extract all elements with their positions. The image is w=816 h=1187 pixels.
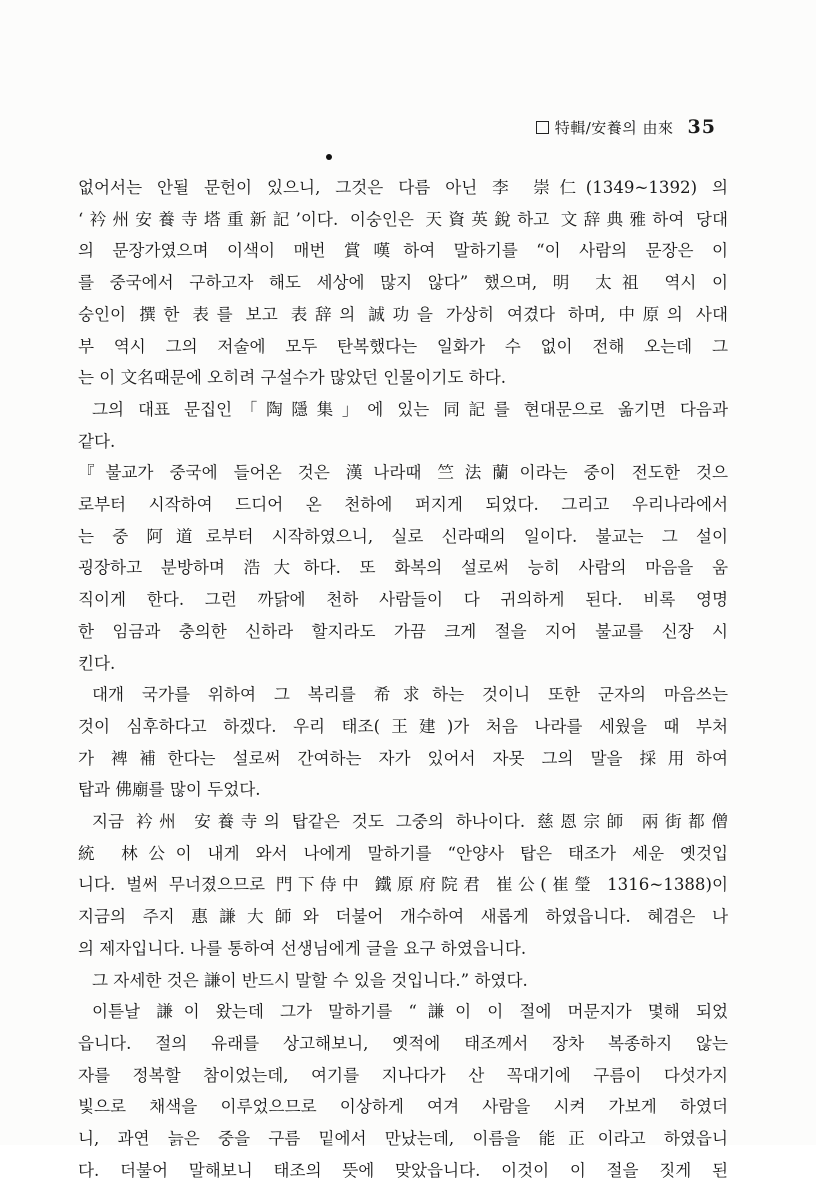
text-line: 부 역시 그의 저술에 모두 탄복했다는 일화가 수 없이 전해 오는데 그 (78, 336, 728, 356)
body-text (78, 172, 728, 1187)
text-line: 탑과 佛廟를 많이 두었다. (78, 780, 261, 800)
text-line: 직이게 한다. 그런 까닭에 천하 사람들이 다 귀의하게 된다. 비록 영명 (78, 590, 728, 610)
text-line: 그 자세한 것은 謙이 반드시 말할 수 있을 것입니다.” 하였다. (92, 970, 528, 990)
text-line: 의 제자입니다. 나를 통하여 선생님에게 글을 요구 하였읍니다. (78, 938, 527, 958)
text-line: 것이 심후하다고 하겠다. 우리 태조(王建)가 처음 나라를 세웠을 때 부처 (78, 716, 728, 736)
text-line: 다. 더불어 말해보니 태조의 뜻에 맞았읍니다. 이것이 이 절을 짓게 된 (78, 1160, 728, 1180)
text-line: 를 중국에서 구하고자 해도 세상에 많지 않다” 했으며, 明 太祖 역시 이 (78, 273, 728, 293)
text-line: 한 임금과 충의한 신하라 할지라도 가끔 크게 절을 지어 불교를 신장 시 (78, 621, 728, 641)
text-line: 니, 과연 늙은 중을 구름 밑에서 만났는데, 이름을 能正이라고 하였읍니 (78, 1129, 728, 1149)
text-line: 읍니다. 절의 유래를 상고해보니, 옛적에 태조께서 장차 복종하지 않는 (78, 1033, 728, 1053)
text-line: 빛으로 채색을 이루었으므로 이상하게 여겨 사람을 시켜 가보게 하였더 (78, 1097, 728, 1117)
text-line: 의 문장가였으며 이색이 매번 賞嘆하여 말하기를 “이 사람의 문장은 이 (78, 241, 728, 261)
text-line: 숭인이 撰한 表를 보고 表辞의 誠功을 가상히 여겼다 하며, 中原의 사대 (78, 304, 728, 324)
text-line: 지금의 주지 惠謙大師와 더불어 개수하여 새롭게 하였읍니다. 혜겸은 나 (78, 907, 728, 927)
text-line: 는 이 文名때문에 오히려 구설수가 많았던 인물이기도 하다. (78, 368, 507, 388)
bullet-dot-icon (326, 154, 332, 160)
running-header (440, 112, 716, 142)
section-title-text: 特輯/安養의 由來 (554, 118, 674, 137)
text-line: 굉장하고 분방하며 浩大하다. 또 화복의 설로써 능히 사람의 마음을 움 (78, 558, 728, 578)
text-line: 가 裨補한다는 설로써 간여하는 자가 있어서 자못 그의 말을 採用하여 (78, 748, 728, 768)
text-line: 로부터 시작하여 드디어 온 천하에 퍼지게 되었다. 그리고 우리나라에서 (78, 495, 728, 515)
text-line: 지금 衿州 安養寺의 탑같은 것도 그중의 하나이다. 慈恩宗師 兩街都僧 (92, 812, 728, 832)
text-line: 統 林公이 내게 와서 나에게 말하기를 “안양사 탑은 태조가 세운 옛것입 (78, 843, 728, 863)
text-line: 이튿날 謙이 왔는데 그가 말하기를 “謙이 이 절에 머문지가 몇해 되었 (92, 1002, 728, 1022)
page-number: 35 (687, 116, 716, 138)
text-line: 없어서는 안될 문헌이 있으니, 그것은 다름 아닌 李 崇仁(1349~1392) 의 (78, 178, 728, 197)
square-box-icon (536, 121, 549, 134)
text-line: ‘衿州安養寺塔重新記’이다. 이숭인은 天資英銳하고 文辞典雅하여 당대 (78, 209, 728, 229)
text-line: 같다. (78, 431, 116, 451)
text-line: 자를 정복할 참이었는데, 여기를 지나다가 산 꼭대기에 구름이 다섯가지 (78, 1065, 728, 1085)
text-line: 니다. 벌써 무너졌으므로 門下侍中 鐵原府院君 崔公(崔瑩 1316~1388)이 (78, 875, 728, 895)
text-line: 는 중 阿道로부터 시작하였으니, 실로 신라때의 일이다. 불교는 그 설이 (78, 526, 728, 546)
text-line: 킨다. (78, 653, 116, 673)
section-title (536, 117, 674, 138)
text-line: 그의 대표 문집인「陶隱集」에 있는 同記를 현대문으로 옮기면 다음과 (92, 399, 728, 419)
text-line: 『불교가 중국에 들어온 것은 漢나라때 竺法蘭이라는 중이 전도한 것으 (78, 463, 728, 483)
text-line: 대개 국가를 위하여 그 복리를 希求하는 것이니 또한 군자의 마음쓰는 (92, 685, 728, 705)
